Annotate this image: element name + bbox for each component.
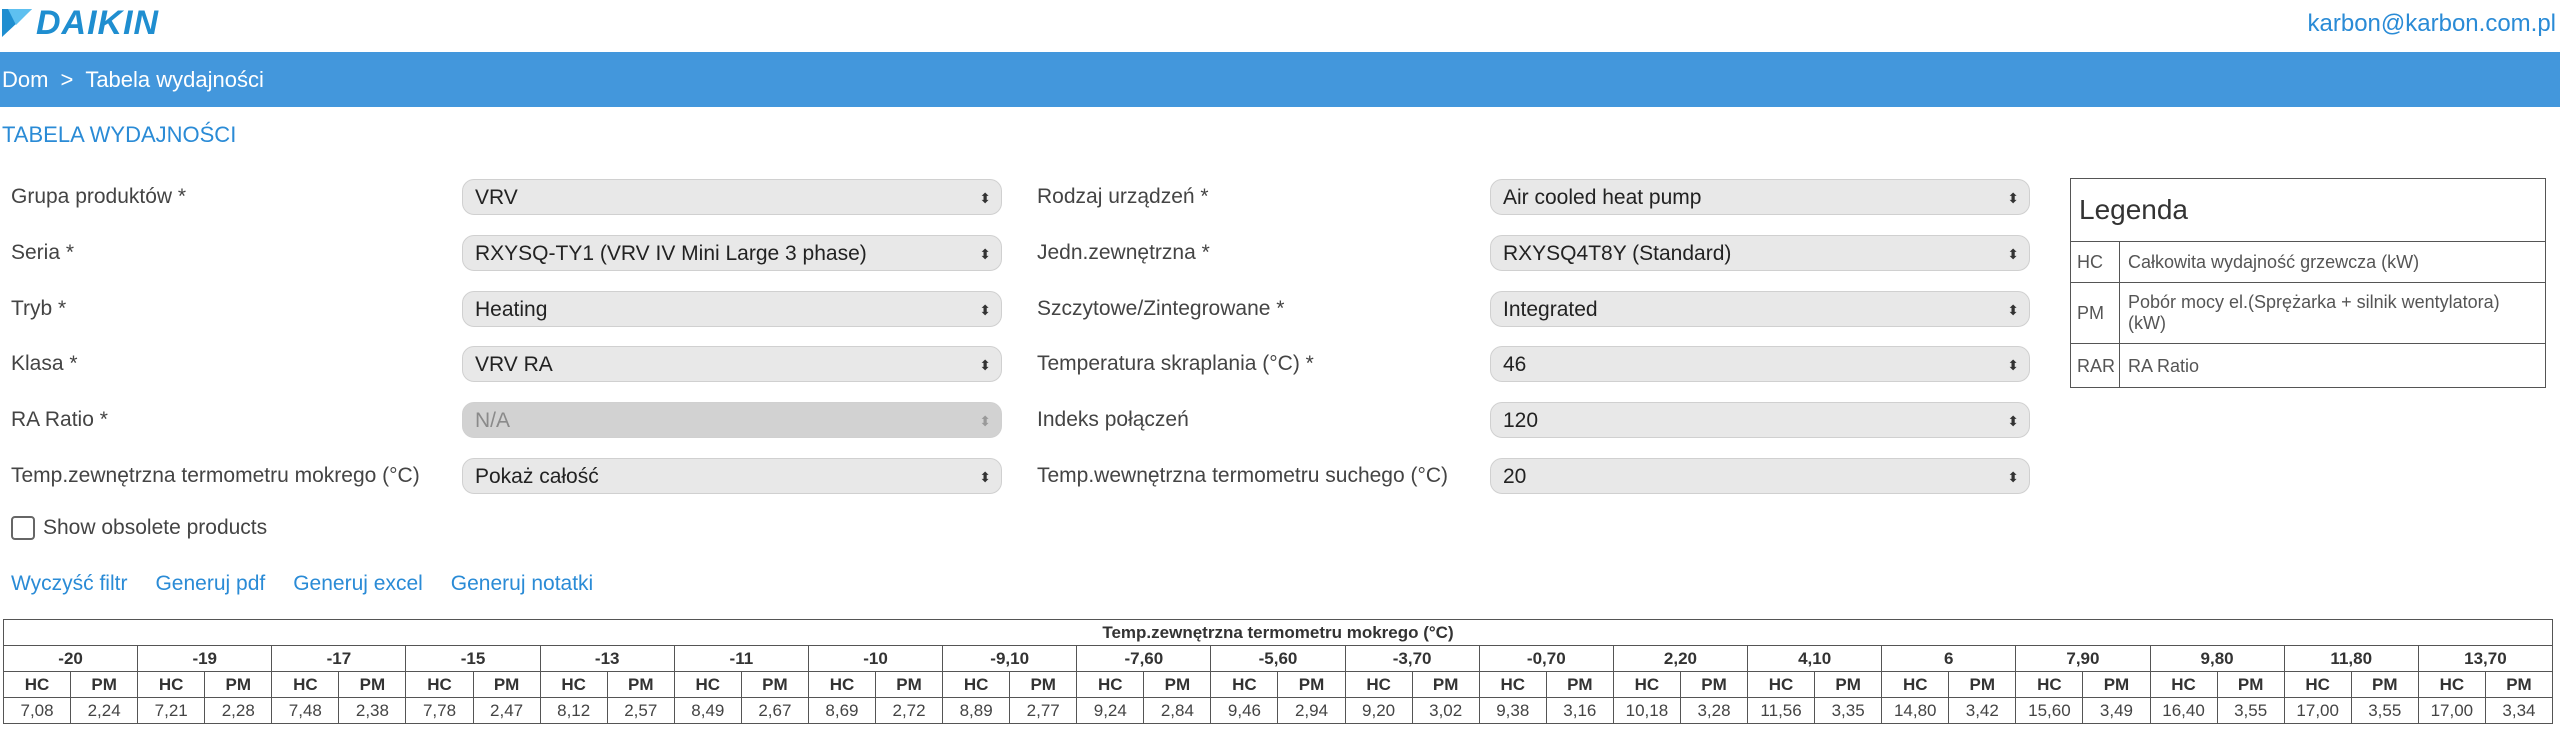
hc-value: 9,24 xyxy=(1077,698,1144,724)
hc-value: 7,48 xyxy=(272,698,339,724)
select-arrows-icon: ⬍ xyxy=(2007,190,2019,206)
temp-header: -5,60 xyxy=(1211,646,1345,672)
hc-value: 8,12 xyxy=(540,698,607,724)
peak-integrated-label: Szczytowe/Zintegrowane * xyxy=(1037,297,1285,320)
pm-value: 3,16 xyxy=(1546,698,1613,724)
temp-header: -17 xyxy=(272,646,406,672)
select-arrows-icon: ⬍ xyxy=(979,246,991,262)
pm-value: 2,57 xyxy=(607,698,674,724)
outdoor-unit-label: Jedn.zewnętrzna * xyxy=(1037,241,1210,264)
hc-header: HC xyxy=(2418,672,2485,698)
peak-integrated-select[interactable] xyxy=(1490,291,2030,327)
ra-ratio-value: N/A xyxy=(475,409,511,432)
show-obsolete-label[interactable]: Show obsolete products xyxy=(43,516,268,539)
pm-value: 3,42 xyxy=(1949,698,2016,724)
product-group-value: VRV xyxy=(475,186,518,209)
pm-value: 3,34 xyxy=(2485,698,2552,724)
temp-header: 9,80 xyxy=(2150,646,2284,672)
legend-key: PM xyxy=(2071,283,2120,343)
temp-header: -9,10 xyxy=(943,646,1077,672)
temp-header: -20 xyxy=(4,646,138,672)
series-label: Seria * xyxy=(11,241,75,264)
mode-select[interactable] xyxy=(462,291,1002,327)
select-arrows-icon: ⬍ xyxy=(2007,357,2019,373)
unit-type-value: Air cooled heat pump xyxy=(1503,186,1702,209)
temp-header: -0,70 xyxy=(1479,646,1613,672)
pm-header: PM xyxy=(71,672,138,698)
hc-header: HC xyxy=(540,672,607,698)
hc-value: 17,00 xyxy=(2284,698,2351,724)
temp-header: -15 xyxy=(406,646,540,672)
hc-value: 15,60 xyxy=(2016,698,2083,724)
hc-value: 7,21 xyxy=(138,698,205,724)
pm-value: 2,38 xyxy=(339,698,406,724)
hc-value: 7,78 xyxy=(406,698,473,724)
pm-value: 2,84 xyxy=(1144,698,1211,724)
generate-excel-link[interactable]: Generuj excel xyxy=(293,572,423,595)
connection-index-select[interactable] xyxy=(1490,402,2030,438)
outdoor-unit-value: RXYSQ4T8Y (Standard) xyxy=(1503,242,1732,265)
pm-value: 3,55 xyxy=(2217,698,2284,724)
series-value: RXYSQ-TY1 (VRV IV Mini Large 3 phase) xyxy=(475,242,867,265)
temp-header: 7,90 xyxy=(2016,646,2150,672)
select-arrows-icon: ⬍ xyxy=(2007,302,2019,318)
pm-header: PM xyxy=(1144,672,1211,698)
page-title: TABELA WYDAJNOŚCI xyxy=(2,122,237,147)
pm-value: 2,47 xyxy=(473,698,540,724)
temp-header: 4,10 xyxy=(1748,646,1882,672)
select-arrows-icon: ⬍ xyxy=(2007,469,2019,485)
pm-header: PM xyxy=(473,672,540,698)
daikin-logo-icon xyxy=(2,9,32,37)
temp-header: 6 xyxy=(1882,646,2016,672)
mode-label: Tryb * xyxy=(11,297,67,320)
temp-header: -19 xyxy=(138,646,272,672)
pm-header: PM xyxy=(1010,672,1077,698)
legend-text: Pobór mocy el.(Sprężarka + silnik wentylatora) (kW) xyxy=(2128,292,2500,333)
hc-header: HC xyxy=(4,672,71,698)
hc-value: 8,89 xyxy=(943,698,1010,724)
condensing-temp-select[interactable] xyxy=(1490,346,2030,382)
unit-type-select[interactable] xyxy=(1490,179,2030,215)
legend-row xyxy=(2071,344,2545,388)
pm-value: 2,24 xyxy=(71,698,138,724)
temp-header: 13,70 xyxy=(2418,646,2552,672)
pm-value: 2,94 xyxy=(1278,698,1345,724)
table-title: Temp.zewnętrzna termometru mokrego (°C) xyxy=(4,620,2553,646)
temp-header: 11,80 xyxy=(2284,646,2418,672)
select-arrows-icon: ⬍ xyxy=(979,190,991,206)
pm-header: PM xyxy=(339,672,406,698)
pm-header: PM xyxy=(2083,672,2150,698)
hc-header: HC xyxy=(943,672,1010,698)
legend-row xyxy=(2071,242,2545,283)
class-value: VRV RA xyxy=(475,353,553,376)
class-label: Klasa * xyxy=(11,352,78,375)
select-arrows-icon: ⬍ xyxy=(979,413,991,429)
hc-header: HC xyxy=(2016,672,2083,698)
logo-text: DAIKIN xyxy=(36,3,160,42)
user-email-link[interactable]: karbon@karbon.com.pl xyxy=(2307,10,2556,37)
legend-text: Całkowita wydajność grzewcza (kW) xyxy=(2128,251,2420,272)
hc-value: 8,69 xyxy=(808,698,875,724)
top-bar xyxy=(0,0,2560,52)
pm-value: 3,02 xyxy=(1412,698,1479,724)
table-row xyxy=(4,698,2553,724)
pm-value: 3,49 xyxy=(2083,698,2150,724)
product-group-select[interactable] xyxy=(462,179,1002,215)
outdoor-unit-select[interactable] xyxy=(1490,235,2030,271)
breadcrumb-separator: > xyxy=(60,67,74,92)
hc-header: HC xyxy=(1748,672,1815,698)
hc-header: HC xyxy=(808,672,875,698)
pm-value: 2,72 xyxy=(876,698,943,724)
hc-header: HC xyxy=(2284,672,2351,698)
hc-value: 16,40 xyxy=(2150,698,2217,724)
pm-header: PM xyxy=(1278,672,1345,698)
hc-header: HC xyxy=(1882,672,1949,698)
generate-pdf-link[interactable]: Generuj pdf xyxy=(155,572,266,595)
show-obsolete-row xyxy=(11,516,267,540)
pm-header: PM xyxy=(2351,672,2418,698)
generate-notes-link[interactable]: Generuj notatki xyxy=(450,572,594,595)
unit-type-label: Rodzaj urządzeń * xyxy=(1037,185,1209,208)
hc-value: 7,08 xyxy=(4,698,71,724)
breadcrumb-current: Tabela wydajności xyxy=(85,67,264,92)
temp-header: -11 xyxy=(674,646,808,672)
ra-ratio-select xyxy=(462,402,1002,438)
legend-text: RA Ratio xyxy=(2128,355,2200,376)
pm-header: PM xyxy=(1949,672,2016,698)
legend-key: HC xyxy=(2071,242,2120,282)
temp-header: -10 xyxy=(808,646,942,672)
pm-header: PM xyxy=(741,672,808,698)
connection-index-value: 120 xyxy=(1503,409,1539,432)
select-arrows-icon: ⬍ xyxy=(2007,246,2019,262)
legend-row xyxy=(2071,283,2545,344)
connection-index-label: Indeks połączeń xyxy=(1037,408,1189,431)
breadcrumb-home[interactable]: Dom xyxy=(2,67,49,92)
hc-value: 9,46 xyxy=(1211,698,1278,724)
pm-header: PM xyxy=(1546,672,1613,698)
outdoor-wb-temp-select[interactable] xyxy=(462,458,1002,494)
daikin-logo[interactable] xyxy=(2,3,160,42)
outdoor-wb-temp-label: Temp.zewnętrzna termometru mokrego (°C) xyxy=(11,464,420,487)
hc-value: 11,56 xyxy=(1748,698,1815,724)
ra-ratio-label: RA Ratio * xyxy=(11,408,108,431)
condensing-temp-value: 46 xyxy=(1503,353,1527,376)
temp-header: -13 xyxy=(540,646,674,672)
hc-header: HC xyxy=(674,672,741,698)
select-arrows-icon: ⬍ xyxy=(979,469,991,485)
mode-value: Heating xyxy=(475,298,548,321)
hc-value: 17,00 xyxy=(2418,698,2485,724)
performance-table xyxy=(3,619,2553,724)
temp-header: -7,60 xyxy=(1077,646,1211,672)
hc-header: HC xyxy=(1345,672,1412,698)
select-arrows-icon: ⬍ xyxy=(979,302,991,318)
condensing-temp-label: Temperatura skraplania (°C) * xyxy=(1037,352,1314,375)
pm-header: PM xyxy=(1680,672,1747,698)
hc-header: HC xyxy=(272,672,339,698)
temp-header: -3,70 xyxy=(1345,646,1479,672)
pm-header: PM xyxy=(2217,672,2284,698)
hc-header: HC xyxy=(1479,672,1546,698)
select-arrows-icon: ⬍ xyxy=(979,357,991,373)
legend-key: RAR xyxy=(2071,344,2120,388)
indoor-db-temp-label: Temp.wewnętrzna termometru suchego (°C) xyxy=(1037,464,1449,487)
temp-header: 2,20 xyxy=(1613,646,1747,672)
hc-header: HC xyxy=(2150,672,2217,698)
pm-value: 2,77 xyxy=(1010,698,1077,724)
hc-value: 14,80 xyxy=(1882,698,1949,724)
breadcrumb xyxy=(0,52,2560,107)
hc-value: 10,18 xyxy=(1613,698,1680,724)
pm-header: PM xyxy=(607,672,674,698)
product-group-label: Grupa produktów * xyxy=(11,185,187,208)
hc-value: 9,38 xyxy=(1479,698,1546,724)
hc-header: HC xyxy=(406,672,473,698)
pm-value: 2,67 xyxy=(741,698,808,724)
hc-header: HC xyxy=(138,672,205,698)
class-select[interactable] xyxy=(462,346,1002,382)
hc-header: HC xyxy=(1077,672,1144,698)
outdoor-wb-temp-value: Pokaż całość xyxy=(475,465,599,488)
hc-value: 9,20 xyxy=(1345,698,1412,724)
peak-integrated-value: Integrated xyxy=(1503,298,1598,321)
pm-value: 2,28 xyxy=(205,698,272,724)
clear-filter-link[interactable]: Wyczyść filtr xyxy=(11,572,128,595)
action-links xyxy=(11,572,621,596)
pm-header: PM xyxy=(1412,672,1479,698)
pm-header: PM xyxy=(876,672,943,698)
hc-header: HC xyxy=(1613,672,1680,698)
hc-header: HC xyxy=(1211,672,1278,698)
pm-header: PM xyxy=(205,672,272,698)
indoor-db-temp-select[interactable] xyxy=(1490,458,2030,494)
legend-title: Legenda xyxy=(2071,179,2545,242)
select-arrows-icon: ⬍ xyxy=(2007,413,2019,429)
show-obsolete-checkbox[interactable] xyxy=(11,516,35,540)
pm-value: 3,35 xyxy=(1815,698,1882,724)
pm-value: 3,28 xyxy=(1680,698,1747,724)
pm-value: 3,55 xyxy=(2351,698,2418,724)
indoor-db-temp-value: 20 xyxy=(1503,465,1527,488)
pm-header: PM xyxy=(1815,672,1882,698)
legend-box xyxy=(2070,178,2546,388)
hc-value: 8,49 xyxy=(674,698,741,724)
pm-header: PM xyxy=(2485,672,2552,698)
series-select[interactable] xyxy=(462,235,1002,271)
